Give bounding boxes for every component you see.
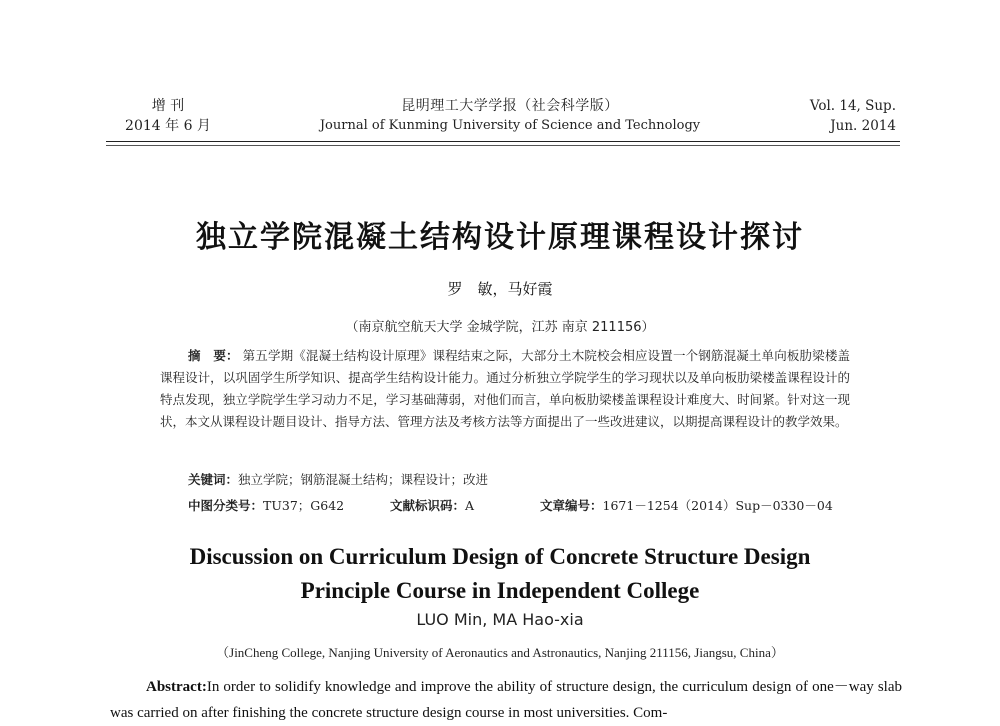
- header-left: [108, 96, 228, 136]
- abstract-en-label: Abstract:: [146, 679, 207, 695]
- header-center: [300, 96, 720, 136]
- header-rule-top: [106, 141, 900, 142]
- article-title-cn: 独立学院混凝土结构设计原理课程设计探讨: [196, 220, 804, 255]
- abstract-cn-text: 第五学期《混凝土结构设计原理》课程结束之际，大部分土木院校会相应设置一个钢筋混凝土单向板肋梁楼盖课程设计，以巩固学生所学知识、提高学生结构设计能力。通过分析独立学院学生的学习现状以及单向板肋梁楼盖课程设计的特点发现，独立学院学生学习动力不足，学习基础薄弱，对他们而言，单向板肋梁楼盖课程设计难度大、时间紧。针对这一现状，本文从课程设计题目设计、指导方法、管理方法及考核方法等方面提出了一些改进建议，以期提高课程设计的教学效果。: [160, 348, 850, 429]
- article-title-en-line2: Principle Course in Independent College: [300, 578, 700, 603]
- clc-value: TU37；G642: [263, 498, 345, 513]
- volume-info: Vol. 14, Sup.: [809, 98, 896, 114]
- authors-cn: 罗 敏，马好霞: [447, 280, 553, 298]
- header-right: [736, 96, 896, 136]
- issue-date-en: Jun. 2014: [830, 118, 896, 134]
- clc-label: 中图分类号：: [188, 498, 264, 513]
- header-rule-bottom: [106, 145, 900, 146]
- doc-code-value: A: [465, 498, 475, 513]
- clc-number: [188, 496, 344, 514]
- journal-name-cn: 昆明理工大学学报（社会科学版）: [401, 98, 619, 114]
- article-no-label: 文章编号：: [540, 498, 603, 513]
- article-no-value: 1671－1254（2014）Sup－0330－04: [602, 498, 833, 513]
- affiliation-cn: （南京航空航天大学 金城学院，江苏 南京 211156）: [345, 320, 655, 335]
- doc-code-label: 文献标识码：: [390, 498, 466, 513]
- keywords-label: 关键词：: [188, 472, 239, 487]
- abstract-en: [110, 674, 902, 726]
- article-title-en-line1: Discussion on Curriculum Design of Concrete Structure Design: [189, 544, 811, 569]
- document-code: [390, 496, 474, 514]
- journal-name-en: Journal of Kunming University of Science and Technology: [319, 118, 701, 133]
- keywords-text: 独立学院；钢筋混凝土结构；课程设计；改进: [238, 472, 489, 487]
- abstract-cn-label: 摘 要：: [188, 348, 239, 363]
- keywords-cn: [188, 470, 488, 488]
- issue-label: 增 刊: [151, 98, 185, 114]
- issue-date: 2014 年 6 月: [125, 118, 211, 134]
- abstract-cn: [160, 345, 850, 433]
- abstract-en-text: In order to solidify knowledge and improve the ability of structure design, the curriculum design of one－way slab was carried on after finishing the concrete structure design course in most universities. Com-: [110, 679, 902, 721]
- authors-en: LUO Min, MA Hao-xia: [416, 610, 584, 629]
- affiliation-en: （JinCheng College, Nanjing University of Aeronautics and Astronautics, Nanjing 211156, Jiangsu, China）: [216, 645, 784, 660]
- article-number: [540, 496, 833, 514]
